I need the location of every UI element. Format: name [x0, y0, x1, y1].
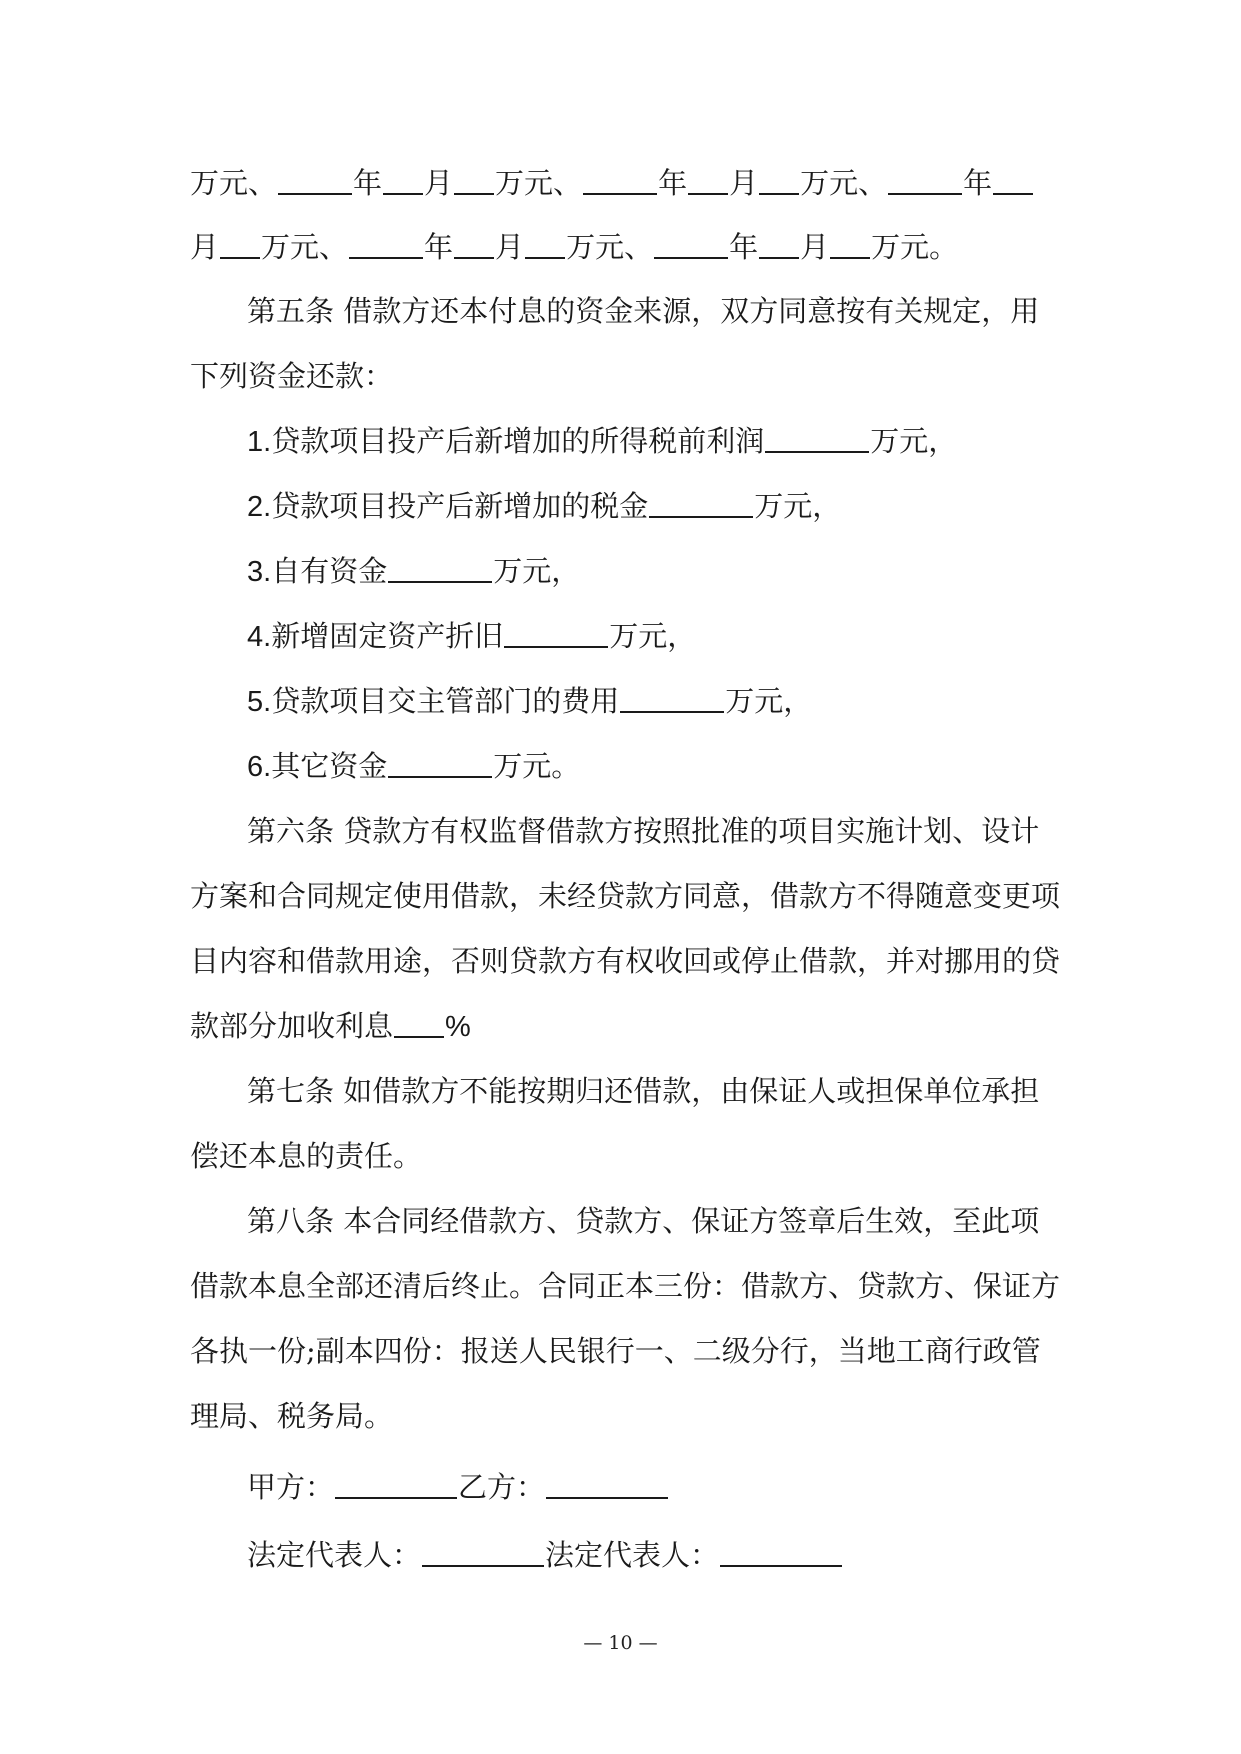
rep-a-label: 法定代表人：: [247, 1538, 422, 1572]
party-b-label: 乙方：: [458, 1470, 546, 1504]
rep-b-label: 法定代表人：: [545, 1538, 720, 1572]
blank-field[interactable]: [388, 553, 492, 583]
blank-field[interactable]: [888, 165, 962, 195]
list-item-4: 4.新增固定资产折旧 万元，: [247, 619, 697, 653]
rep-a-field[interactable]: [422, 1537, 544, 1567]
article-7-title: 第七条: [247, 1074, 335, 1108]
article-7-line-2: 偿还本息的责任。: [190, 1139, 423, 1173]
article-6-line-3: 目内容和借款用途，否则贷款方有权收回或停止借款，并对挪用的贷: [190, 944, 1061, 978]
blank-field[interactable]: [394, 1008, 444, 1038]
article-7-line-1: 第七条 如借款方不能按期归还借款，由保证人或担保单位承担: [247, 1074, 1040, 1108]
blank-field[interactable]: [383, 165, 423, 195]
blank-field[interactable]: [993, 165, 1033, 195]
signature-representatives: [247, 1535, 843, 1575]
party-a-label: 甲方：: [247, 1470, 335, 1504]
blank-field[interactable]: [454, 229, 494, 259]
article-5-line-2: 下列资金还款：: [190, 359, 394, 393]
blank-field[interactable]: [388, 748, 492, 778]
rep-b-field[interactable]: [720, 1537, 842, 1567]
blank-field[interactable]: [583, 165, 657, 195]
blank-field[interactable]: [654, 229, 728, 259]
schedule-line-1: 万元、 年 月 万元、 年 月 万元、 年: [190, 163, 1034, 203]
list-item-6: 6.其它资金 万元。: [247, 749, 581, 783]
article-8-line-3: 各执一份;副本四份：报送人民银行一、二级分行，当地工商行政管: [190, 1334, 1041, 1368]
page-number: — 10 —: [583, 1632, 658, 1654]
blank-field[interactable]: [620, 683, 724, 713]
blank-field[interactable]: [349, 229, 423, 259]
article-6-line-4: 款部分加收利息 %: [190, 1009, 471, 1043]
article-6-title: 第六条: [247, 814, 335, 848]
list-item-1: 1.贷款项目投产后新增加的所得税前利润 万元，: [247, 424, 958, 458]
party-a-field[interactable]: [335, 1469, 457, 1499]
blank-field[interactable]: [759, 165, 799, 195]
article-8-title: 第八条: [247, 1204, 335, 1238]
article-8-line-4: 理局、税务局。: [190, 1399, 394, 1433]
blank-field[interactable]: [649, 488, 753, 518]
list-item-3: 3.自有资金 万元，: [247, 554, 581, 588]
article-6-line-1: 第六条 贷款方有权监督借款方按照批准的项目实施计划、设计: [247, 814, 1040, 848]
list-item-5: 5.贷款项目交主管部门的费用 万元，: [247, 684, 813, 718]
signature-parties: [247, 1467, 669, 1507]
blank-field[interactable]: [759, 229, 799, 259]
schedule-line-2: 月 万元、 年 月 万元、 年 月 万元。: [190, 230, 959, 264]
blank-field[interactable]: [830, 229, 870, 259]
blank-field[interactable]: [525, 229, 565, 259]
blank-field[interactable]: [765, 423, 869, 453]
party-b-field[interactable]: [546, 1469, 668, 1499]
blank-field[interactable]: [688, 165, 728, 195]
list-item-2: 2.贷款项目投产后新增加的税金 万元，: [247, 489, 842, 523]
blank-field[interactable]: [220, 229, 260, 259]
article-6-line-2: 方案和合同规定使用借款，未经贷款方同意，借款方不得随意变更项: [190, 879, 1061, 913]
article-5-line-1: 第五条 借款方还本付息的资金来源，双方同意按有关规定，用: [247, 294, 1040, 328]
article-5-title: 第五条: [247, 294, 335, 328]
article-8-line-1: 第八条 本合同经借款方、贷款方、保证方签章后生效，至此项: [247, 1204, 1040, 1238]
blank-field[interactable]: [504, 618, 608, 648]
article-8-line-2: 借款本息全部还清后终止。合同正本三份：借款方、贷款方、保证方: [190, 1269, 1061, 1303]
blank-field[interactable]: [454, 165, 494, 195]
blank-field[interactable]: [278, 165, 352, 195]
